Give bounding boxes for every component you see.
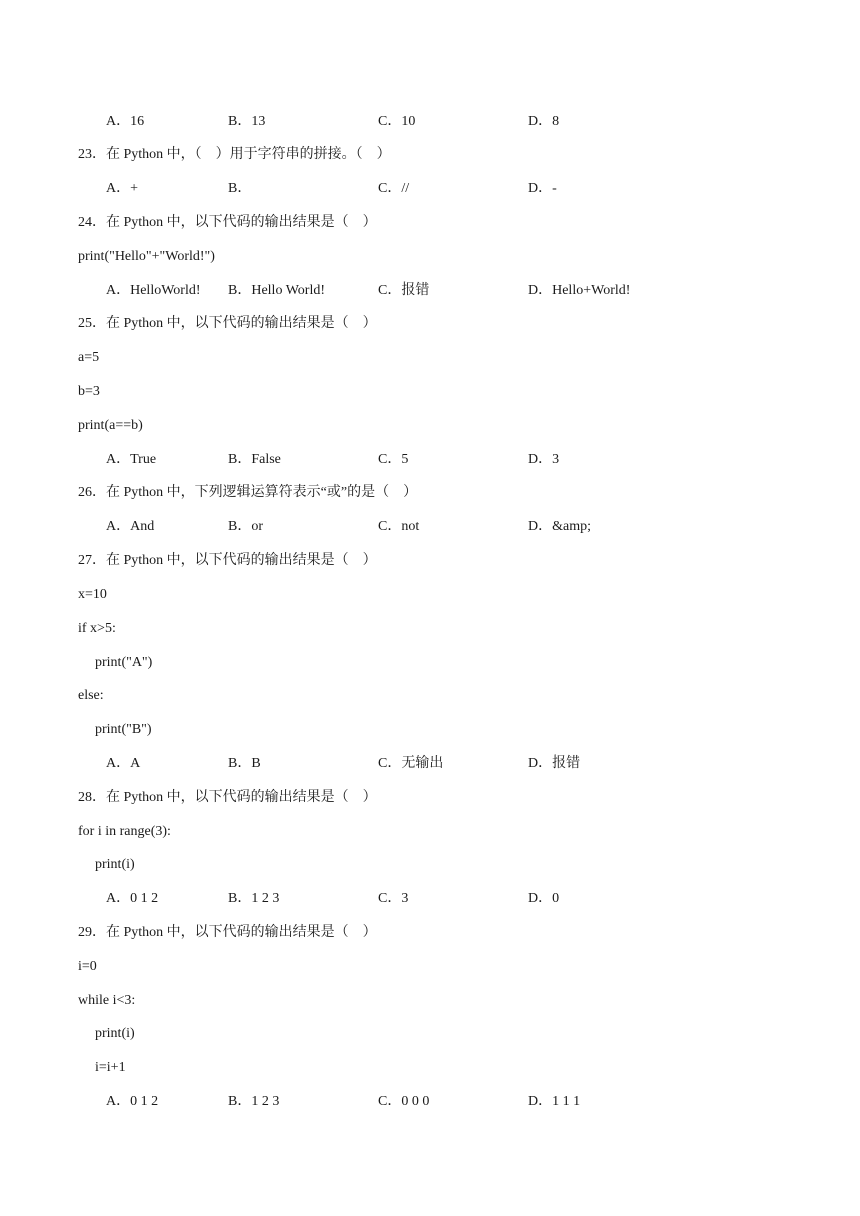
option-a: A．0 1 2 (106, 1094, 159, 1109)
option-b: B．13 (228, 114, 266, 129)
code-line: print("B") (95, 722, 152, 737)
code-line: x=10 (78, 587, 107, 602)
option-a: A．HelloWorld! (106, 283, 201, 298)
option-b: B．Hello World! (228, 283, 325, 298)
code-line: print(a==b) (78, 418, 143, 433)
options-row-q29 (106, 1093, 806, 1111)
option-c: C．0 0 0 (378, 1094, 430, 1109)
option-a: A．16 (106, 114, 145, 129)
question-25: 25．在 Python 中，以下代码的输出结果是（ ） (78, 316, 377, 331)
options-row-q22 (106, 113, 806, 131)
option-b: B． (228, 181, 252, 196)
code-line: print(i) (95, 857, 135, 872)
option-d: D．报错 (528, 756, 581, 771)
code-line: print(i) (95, 1026, 135, 1041)
question-24: 24．在 Python 中，以下代码的输出结果是（ ） (78, 215, 377, 230)
option-d: D．- (528, 181, 557, 196)
code-line: print("Hello"+"World!") (78, 249, 215, 264)
option-b: B．or (228, 519, 263, 534)
option-d: D．3 (528, 452, 560, 467)
option-c: C．// (378, 181, 410, 196)
option-d: D．0 (528, 891, 560, 906)
option-b: B．1 2 3 (228, 1094, 280, 1109)
question-26: 26．在 Python 中，下列逻辑运算符表示“或”的是（ ） (78, 485, 418, 500)
option-a: A．A (106, 756, 141, 771)
option-a: A．And (106, 519, 155, 534)
code-line: else: (78, 688, 104, 703)
option-d: D．8 (528, 114, 560, 129)
code-line: for i in range(3): (78, 824, 171, 839)
question-23: 23．在 Python 中，（ ）用于字符串的拼接。（ ） (78, 147, 391, 162)
option-d: D．1 1 1 (528, 1094, 581, 1109)
option-a: A．True (106, 452, 157, 467)
option-b: B．1 2 3 (228, 891, 280, 906)
options-row-q25 (106, 451, 806, 469)
option-d: D．&amp; (528, 519, 591, 534)
code-line: a=5 (78, 350, 100, 365)
question-29: 29．在 Python 中，以下代码的输出结果是（ ） (78, 925, 377, 940)
option-a: A．+ (106, 181, 139, 196)
option-c: C．3 (378, 891, 409, 906)
code-line: b=3 (78, 384, 100, 399)
option-d: D．Hello+World! (528, 283, 631, 298)
options-row-q23 (106, 180, 806, 198)
option-a: A．0 1 2 (106, 891, 159, 906)
code-line: i=i+1 (95, 1060, 126, 1075)
option-c: C．5 (378, 452, 409, 467)
question-28: 28．在 Python 中，以下代码的输出结果是（ ） (78, 790, 377, 805)
options-row-q24 (106, 282, 806, 300)
option-b: B．B (228, 756, 261, 771)
option-c: C．10 (378, 114, 416, 129)
code-line: print("A") (95, 655, 153, 670)
option-b: B．False (228, 452, 281, 467)
option-c: C．not (378, 519, 420, 534)
code-line: while i<3: (78, 993, 136, 1008)
options-row-q26 (106, 518, 806, 536)
option-c: C．报错 (378, 283, 430, 298)
option-c: C．无输出 (378, 756, 444, 771)
question-27: 27．在 Python 中，以下代码的输出结果是（ ） (78, 553, 377, 568)
options-row-q27 (106, 755, 806, 773)
code-line: if x>5: (78, 621, 116, 636)
options-row-q28 (106, 890, 806, 908)
code-line: i=0 (78, 959, 97, 974)
